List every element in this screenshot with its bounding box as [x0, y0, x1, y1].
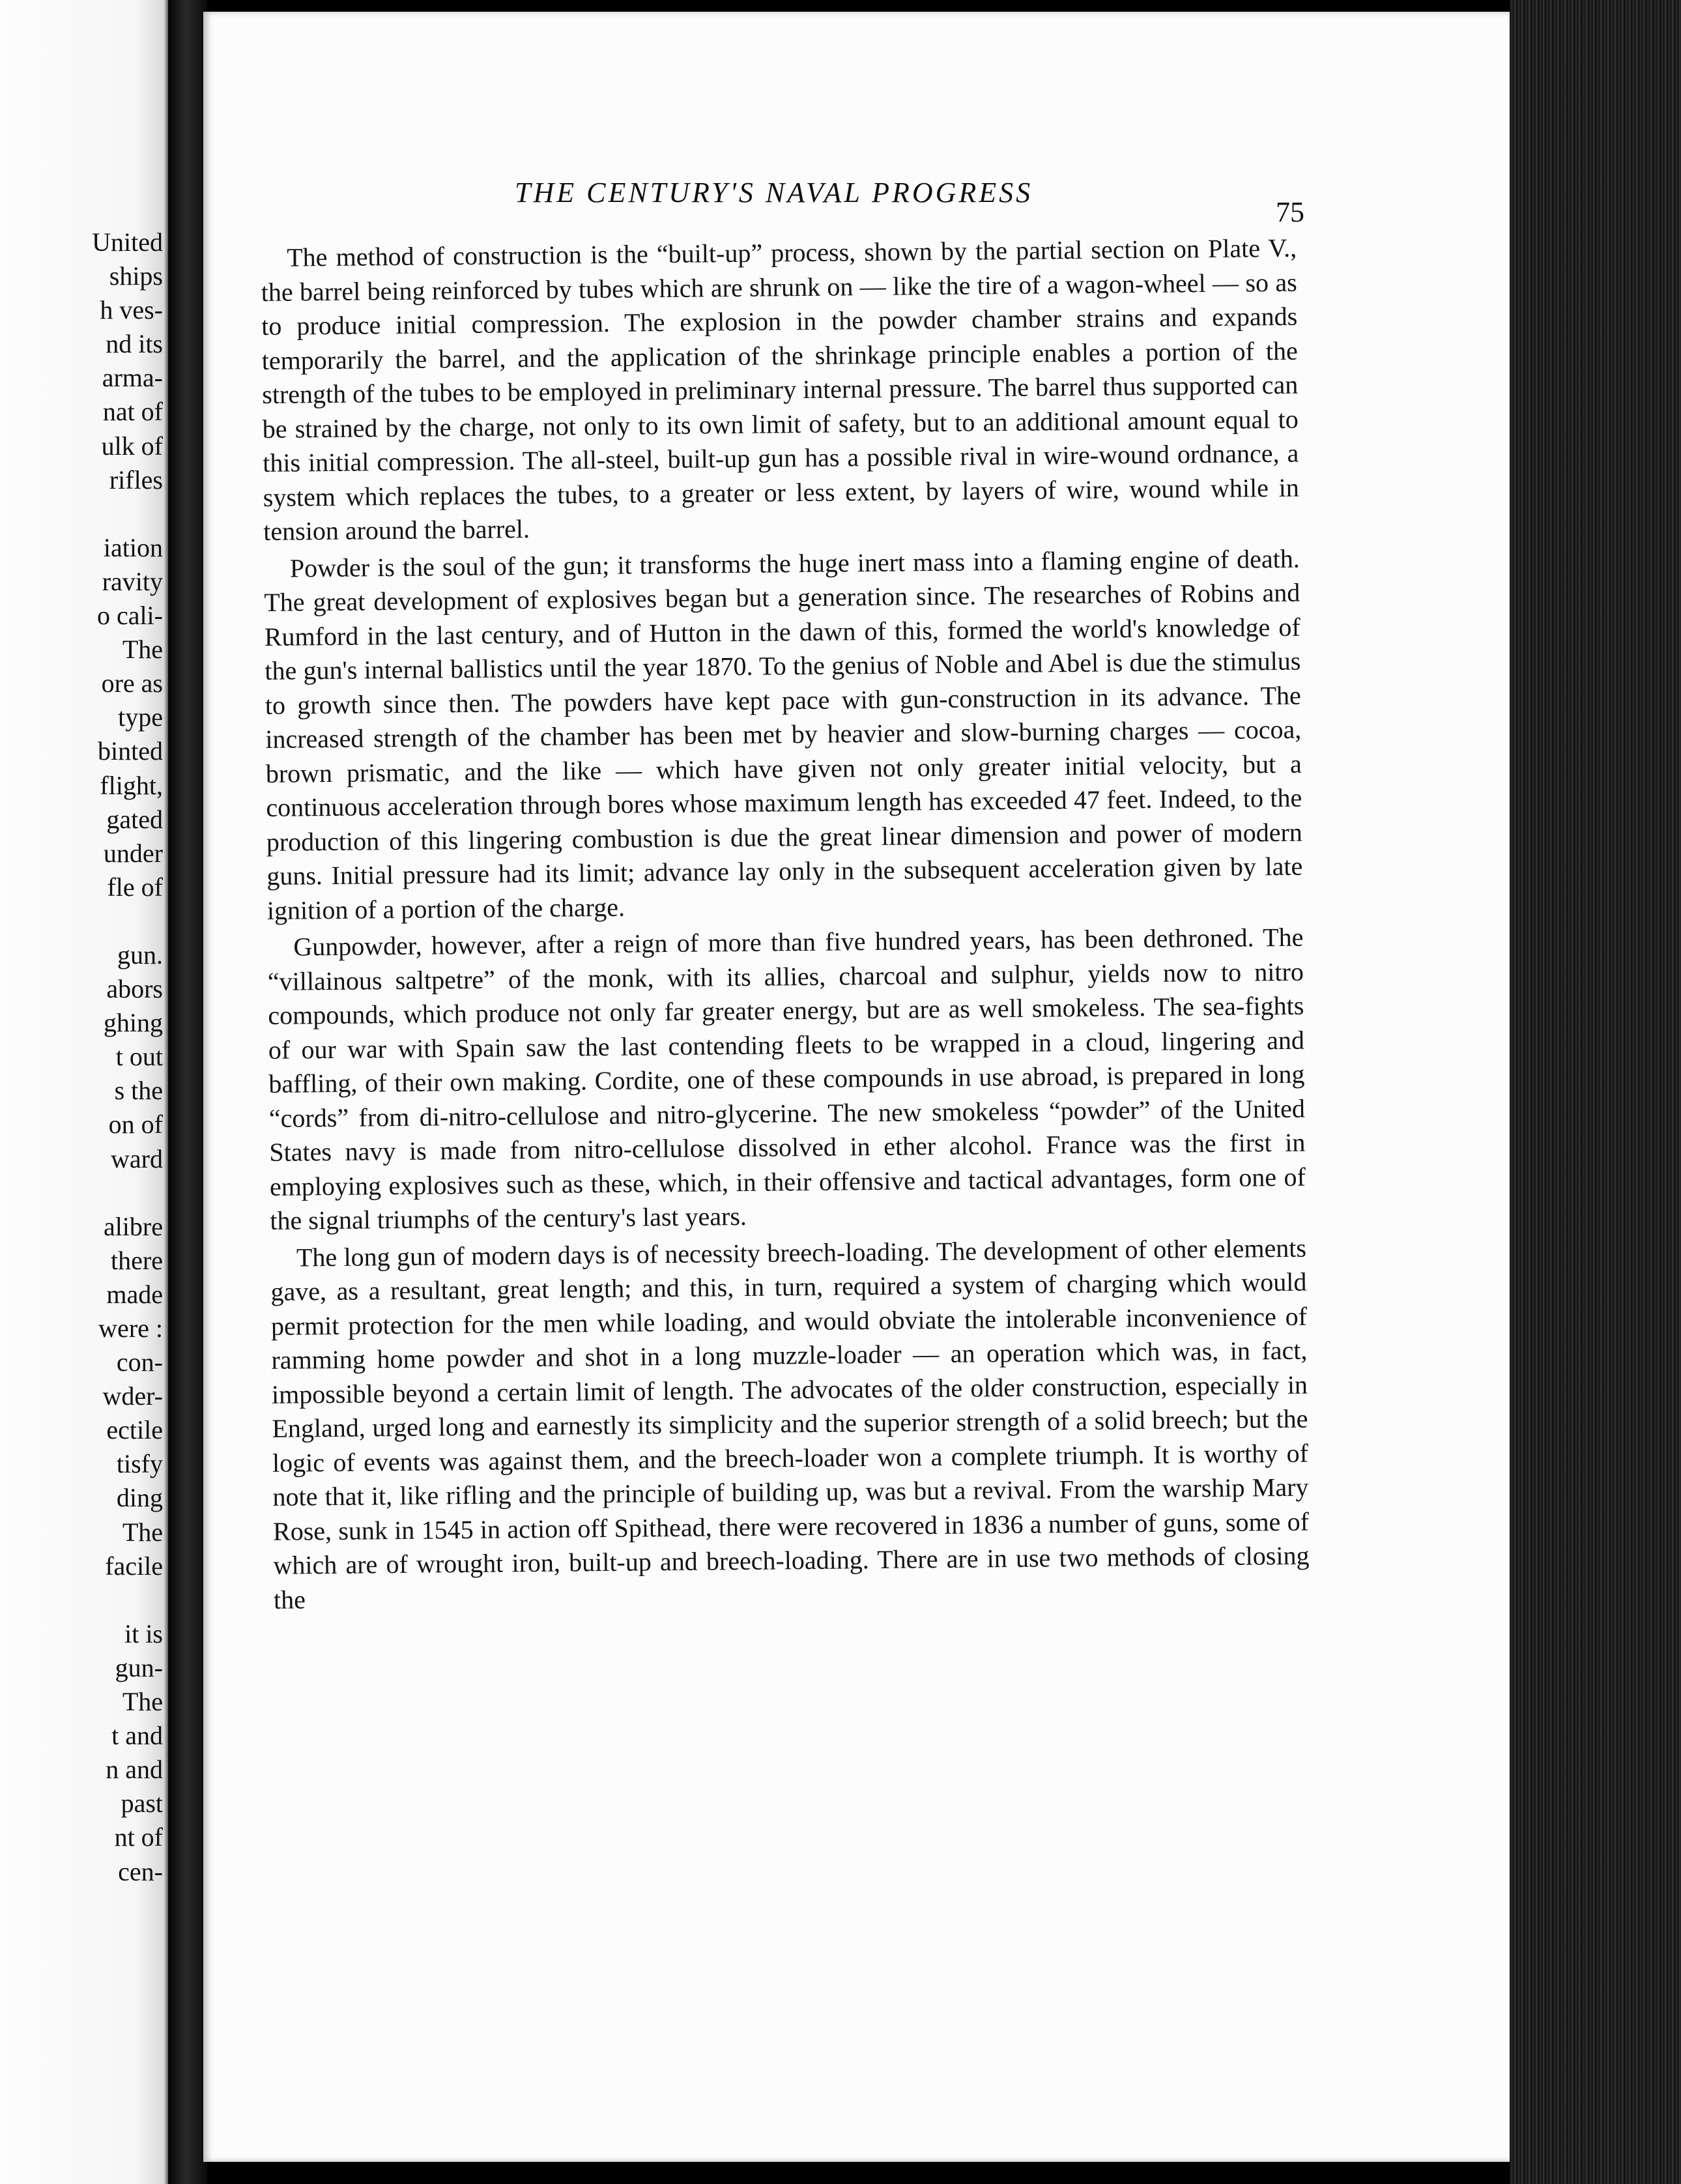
left-page-fragment-line: ward: [111, 1143, 163, 1173]
left-page-fragment-line: arma-: [102, 363, 163, 393]
left-page-fragment-line: type: [118, 702, 163, 732]
left-page-fragment-line: cen-: [118, 1856, 163, 1886]
left-page-fragment-line: nat of: [102, 397, 163, 427]
left-page-fragment-line: n and: [106, 1755, 163, 1785]
left-page-fragment-line: gated: [106, 804, 163, 834]
left-page-fragment-line: [92, 1583, 163, 1617]
left-page-fragment-line: fle of: [107, 872, 163, 902]
left-page-fragment-line: nt of: [114, 1822, 163, 1852]
left-page-fragment-line: [92, 1176, 163, 1210]
left-page: [0, 0, 171, 2184]
left-page-fragment-line: The: [122, 635, 163, 665]
left-page-fragment-line: under: [103, 838, 163, 868]
left-page-fragment-line: there: [111, 1245, 163, 1275]
paragraph-built-up-construction: The method of construction is the “built-up” process, shown by the partial section on Plate V., the barrel being reinforced by tubes which are shrunk on — like the tire of a wagon-wheel — so as to produce initial compression. The explosion in the powder chamber strains and expands temporarily the barrel, and the application of the shrinkage principle enables a portion of the strength of the tubes to be employed in preliminary internal pressure. The barrel thus supported can be strained by the charge, not only to its own limit of safety, but to an additional amount equal to this initial compression. The all-steel, built-up gun has a possible rival in wire-wound ordnance, a system which replaces the tubes, to a greater or less extent, by layers of wire, wound while in tension around the barrel.: [261, 233, 1299, 546]
left-page-fragment-line: [92, 904, 163, 938]
left-page-fragment-line: ectile: [106, 1415, 163, 1445]
left-page-fragment-line: abors: [106, 974, 163, 1004]
book-gutter: [168, 0, 207, 2184]
left-page-fragment-line: ravity: [102, 566, 163, 596]
page-body: [261, 231, 1310, 1617]
left-page-fragment-line: t out: [115, 1042, 163, 1072]
paragraph-gunpowder-dethroned: Gunpowder, however, after a reign of more than five hundred years, has been dethroned. The “villainous saltpetre” of the monk, with its allies, charcoal and sulphur, yields now to nitro compounds, which produce not only far greater energy, but are as well smokeless. The sea-fights of our war with Spain saw the last contending fleets to be wrapped in a cloud, lingering and baffling, of their own making. Cordite, one of these compounds in use abroad, is prepared in long “cords” from di-nitro-cellulose and nitro-glycerine. The new smokeless “powder” of the United States navy is made from nitro-cellulose dissolved in ether alcohol. France was the first in employing explosives such as these, which, in their offensive and tactical advantages, form one of the signal triumphs of the century's last years.: [267, 922, 1306, 1235]
left-page-fragment-line: ding: [116, 1483, 163, 1513]
left-page-fragment-line: past: [121, 1789, 163, 1818]
left-page-fragment-line: ulk of: [101, 431, 163, 461]
left-page-fragment-line: it is: [124, 1618, 163, 1648]
left-page-fragment-line: [92, 497, 163, 531]
left-page-fragment-line: The: [122, 1687, 163, 1717]
left-page-text-fragments: [92, 225, 163, 1889]
left-page-fragment-line: facile: [105, 1551, 163, 1581]
left-page-fragment-line: nd its: [106, 329, 163, 359]
left-page-fragment-line: gun-: [115, 1652, 163, 1682]
left-page-fragment-line: The: [122, 1517, 163, 1547]
left-page-fragment-line: alibre: [103, 1211, 163, 1241]
left-page-fragment-line: gun.: [117, 940, 163, 970]
left-page-fragment-line: United: [92, 227, 163, 257]
left-page-fragment-line: tisfy: [116, 1449, 163, 1479]
left-page-fragment-line: ships: [109, 261, 163, 291]
left-page-fragment-line: con-: [116, 1347, 163, 1377]
left-page-fragment-line: on of: [108, 1110, 163, 1140]
left-page-fragment-line: iation: [103, 532, 163, 562]
left-page-fragment-line: rifles: [109, 465, 163, 495]
paragraph-breech-loading: The long gun of modern days is of necessity breech-loading. The development of other elements gave, as a resultant, great length; and this, in turn, required a system of charging which would permit protection for the men while loading, and would obviate the intolerable inconvenience of ramming home powder and shot in a long muzzle-loader — an operation which was, in fact, impossible beyond a certain limit of length. The advocates of the older construction, especially in England, urged long and earnestly its simplicity and the superior strength of a solid breech; but the logic of events was against them, and the breech-loader won a complete triumph. It is worthy of note that it, like rifling and the principle of building up, was but a revival. From the warship Mary Rose, sunk in 1545 in action off Spithead, there were recovered in 1836 a number of guns, some of which are of wrought iron, built-up and breech-loading. There are in use two methods of closing the: [270, 1233, 1310, 1615]
left-page-fragment-line: o cali-: [96, 601, 163, 631]
left-page-fragment-line: ghing: [103, 1008, 163, 1038]
running-head: THE CENTURY'S NAVAL PROGRESS: [515, 177, 1033, 208]
left-page-fragment-line: were :: [98, 1314, 163, 1343]
left-page-fragment-line: s the: [114, 1076, 163, 1106]
paragraph-powder: Powder is the soul of the gun; it transforms the huge inert mass into a flaming engine of death. The great development of explosives began but a generation since. The researches of Robins and Rumford in the last century, and of Hutton in the dawn of this, formed the world's knowledge of the gun's internal ballistics until the year 1870. To the genius of Noble and Abel is due the stimulus to growth since then. The powders have kept pace with gun-construction in its advance. The increased strength of the chamber has been met by heavier and slow-burning charges — cocoa, brown prismatic, and the like — which have given not only greater initial velocity, but a continuous acceleration through bores whose maximum length has exceeded 47 feet. Indeed, to the production of this lingering combustion is due the great linear dimension and power of modern guns. Initial pressure had its limit; advance lay only in the subsequent acceleration given by late ignition of a portion of the charge.: [264, 543, 1303, 925]
left-page-fragment-line: t and: [111, 1721, 163, 1751]
left-page-fragment-line: binted: [98, 736, 163, 766]
left-page-fragment-line: flight,: [100, 770, 163, 800]
page-number: 75: [1276, 196, 1304, 228]
left-page-fragment-line: ore as: [101, 668, 163, 698]
left-page-fragment-line: h ves-: [100, 295, 163, 325]
left-page-fragment-line: made: [106, 1279, 163, 1309]
left-page-fragment-line: wder-: [102, 1381, 163, 1411]
page-edges: [1510, 0, 1681, 2184]
